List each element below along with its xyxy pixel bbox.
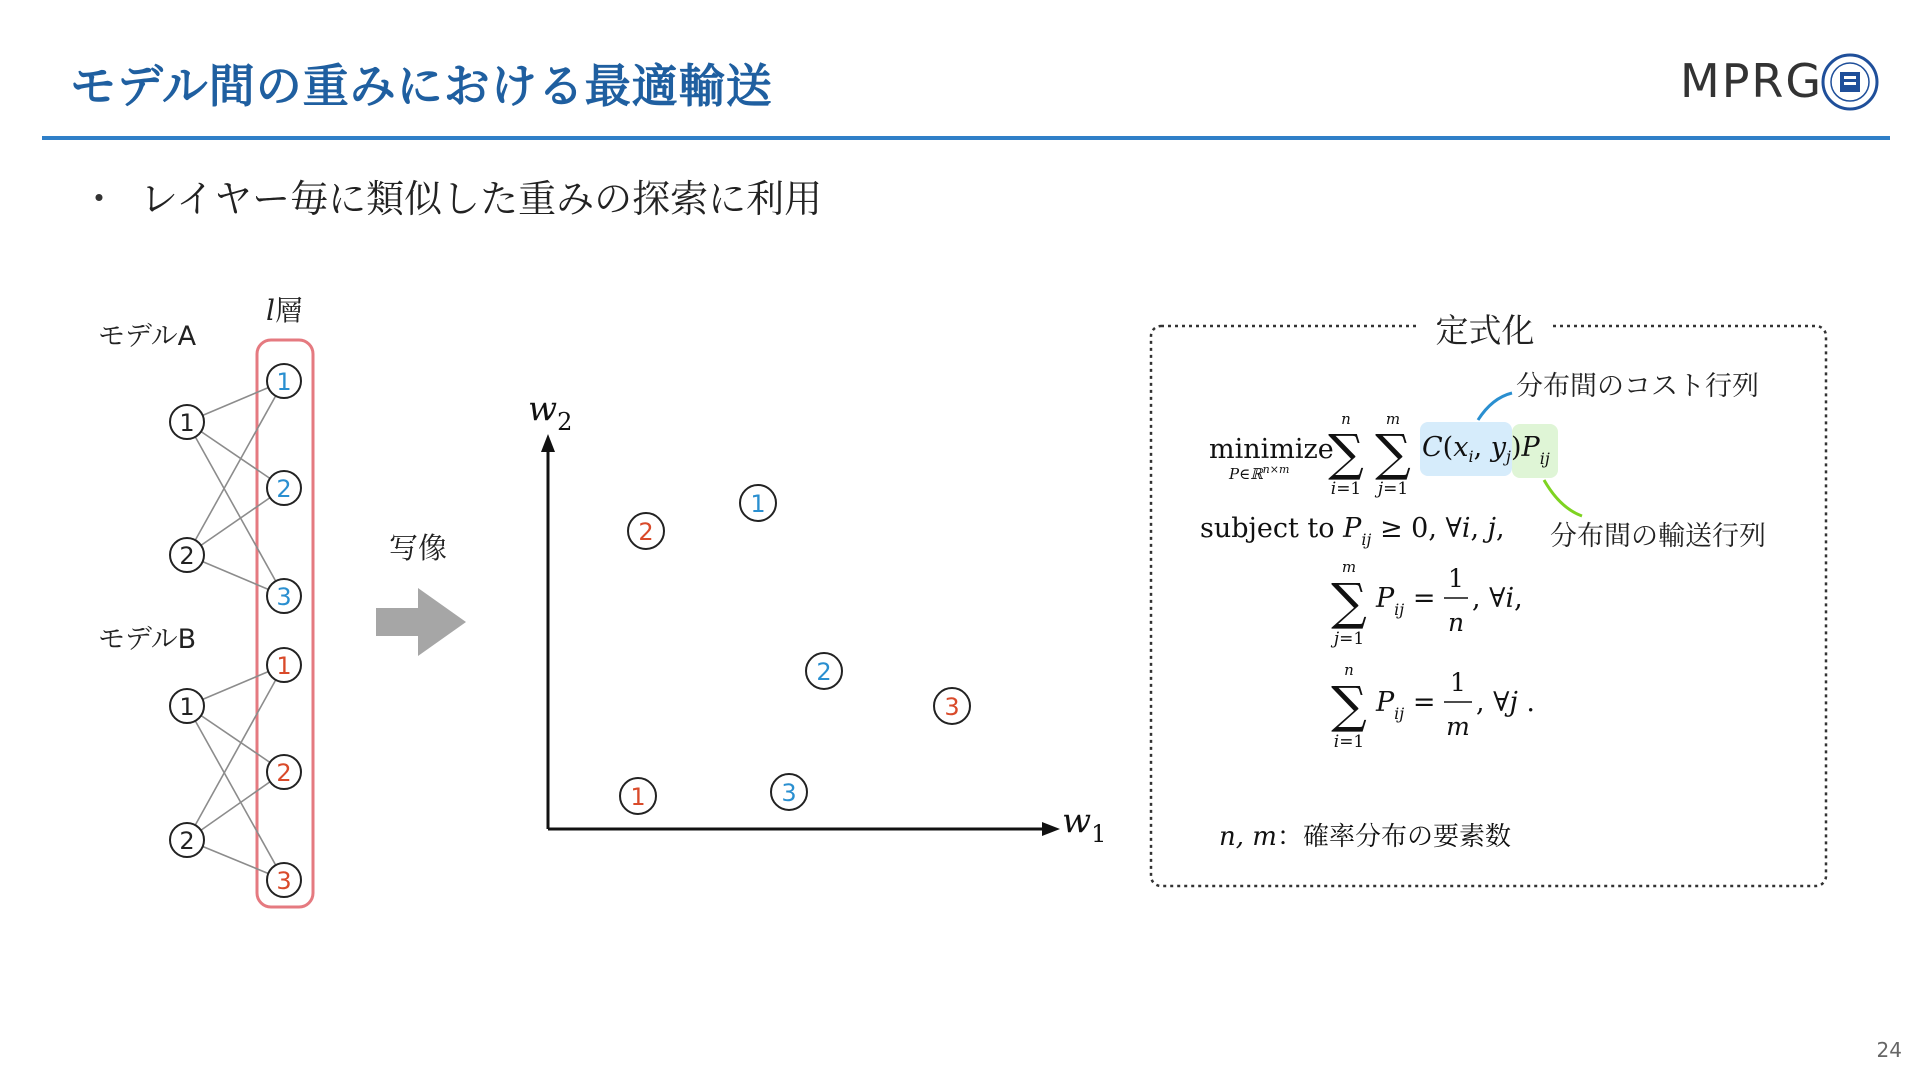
model-a-label: モデルA bbox=[98, 321, 197, 352]
scatter-point-a2 bbox=[806, 653, 842, 689]
svg-text:1: 1 bbox=[1448, 564, 1464, 593]
x-axis-label: $w_1$ bbox=[1062, 801, 1107, 848]
formulation-heading: 定式化 bbox=[1435, 311, 1535, 350]
model-a-right-node-1 bbox=[267, 364, 301, 398]
svg-text:subject to Pij ≥ 0, ∀i, j,: subject to $P_{ij} \ge 0$, ∀i, j, bbox=[1200, 513, 1505, 549]
svg-text:3: 3 bbox=[276, 583, 292, 611]
svg-text:, ∀j .: , ∀j . bbox=[1476, 687, 1536, 718]
svg-text:1: 1 bbox=[630, 783, 646, 811]
svg-text:i=1: i=1 bbox=[1330, 479, 1362, 499]
bullet-dot-icon: ・ bbox=[80, 177, 119, 221]
model-b-left-node-2 bbox=[170, 823, 204, 857]
scatter-point-b3 bbox=[934, 688, 970, 724]
svg-text:2: 2 bbox=[276, 475, 292, 503]
scatter-point-a1 bbox=[740, 485, 776, 521]
svg-text:n: n bbox=[1344, 661, 1354, 679]
svg-text:2: 2 bbox=[638, 518, 654, 546]
mapping-label: 写像 bbox=[389, 531, 448, 565]
svg-text:i=1: i=1 bbox=[1333, 732, 1365, 752]
constraint-nonneg bbox=[1200, 513, 1505, 549]
svg-text:∑: ∑ bbox=[1331, 676, 1367, 734]
layer-highlight-box bbox=[257, 340, 313, 907]
svg-text:2: 2 bbox=[276, 759, 292, 787]
svg-text:m: m bbox=[1341, 558, 1357, 576]
svg-text:1: 1 bbox=[276, 652, 292, 680]
svg-text:n: n bbox=[1447, 608, 1465, 637]
bullet-text: レイヤー毎に類似した重みの探索に利用 bbox=[140, 177, 823, 221]
svg-text:2: 2 bbox=[179, 542, 195, 570]
svg-text:1: 1 bbox=[179, 693, 195, 721]
model-a-right-node-2 bbox=[267, 471, 301, 505]
svg-text:3: 3 bbox=[781, 779, 797, 807]
scatter-point-b1 bbox=[620, 778, 656, 814]
svg-text:1: 1 bbox=[750, 490, 766, 518]
svg-text:1: 1 bbox=[276, 368, 292, 396]
svg-text:3: 3 bbox=[276, 867, 292, 895]
svg-text:2: 2 bbox=[179, 827, 195, 855]
slide-title: モデル間の重みにおける最適輸送 bbox=[70, 59, 773, 113]
constraint-col-sum bbox=[1331, 661, 1535, 752]
svg-text:P∈ℝn×m: P∈ℝ$^{n\times m}$ bbox=[1229, 463, 1290, 483]
cost-annotation: 分布間のコスト行列 bbox=[1516, 371, 1759, 402]
model-a-left-node-2 bbox=[170, 538, 204, 572]
model-a-left-node-1 bbox=[170, 405, 204, 439]
svg-text:j=1: j=1 bbox=[1377, 479, 1409, 499]
svg-text:Pij =: $P_{ij}$ = bbox=[1376, 687, 1436, 723]
scatter-point-a3 bbox=[771, 774, 807, 810]
svg-text:n: n bbox=[1341, 410, 1351, 428]
model-a-right-node-3 bbox=[267, 579, 301, 613]
model-b-right-node-3 bbox=[267, 863, 301, 897]
model-b-label: モデルB bbox=[98, 624, 197, 655]
svg-text:1: 1 bbox=[179, 409, 195, 437]
mapping-arrow-icon bbox=[376, 588, 466, 656]
svg-text:m: m bbox=[1446, 712, 1470, 741]
svg-text:1: 1 bbox=[1450, 668, 1466, 697]
svg-text:2: 2 bbox=[816, 658, 832, 686]
transport-callout-line bbox=[1544, 480, 1582, 516]
svg-text:minimize: minimize bbox=[1209, 434, 1334, 465]
model-b-left-node-1 bbox=[170, 689, 204, 723]
svg-text:3: 3 bbox=[944, 693, 960, 721]
constraint-row-sum bbox=[1330, 558, 1523, 649]
scatter-point-b2 bbox=[628, 513, 664, 549]
logo-text: MPRG bbox=[1680, 54, 1824, 108]
svg-text:Pij =: $P_{ij}$ = bbox=[1376, 583, 1436, 619]
scatter-axes bbox=[541, 434, 1060, 836]
page-number: 24 bbox=[1876, 1038, 1902, 1062]
svg-text:j=1: j=1 bbox=[1333, 629, 1365, 649]
svg-text:, ∀i,: , ∀i, bbox=[1472, 583, 1523, 614]
model-b-right-node-1 bbox=[267, 648, 301, 682]
transport-annotation: 分布間の輸送行列 bbox=[1550, 521, 1766, 552]
svg-text:m: m bbox=[1385, 410, 1401, 428]
svg-text:∑: ∑ bbox=[1331, 573, 1367, 631]
svg-text:C(xi, yj)Pij: $C(x_i$, $y_j)P_{ij}$ bbox=[1422, 432, 1550, 468]
svg-text:∑: ∑ bbox=[1328, 424, 1364, 482]
cost-callout-line bbox=[1478, 393, 1512, 420]
y-axis-label: $w_2$ bbox=[528, 389, 573, 436]
layer-label: l層 bbox=[266, 294, 303, 327]
formulation-footnote: n, m：確率分布の要素数 bbox=[1219, 822, 1511, 852]
model-b-right-node-2 bbox=[267, 755, 301, 789]
svg-text:∑: ∑ bbox=[1375, 424, 1411, 482]
